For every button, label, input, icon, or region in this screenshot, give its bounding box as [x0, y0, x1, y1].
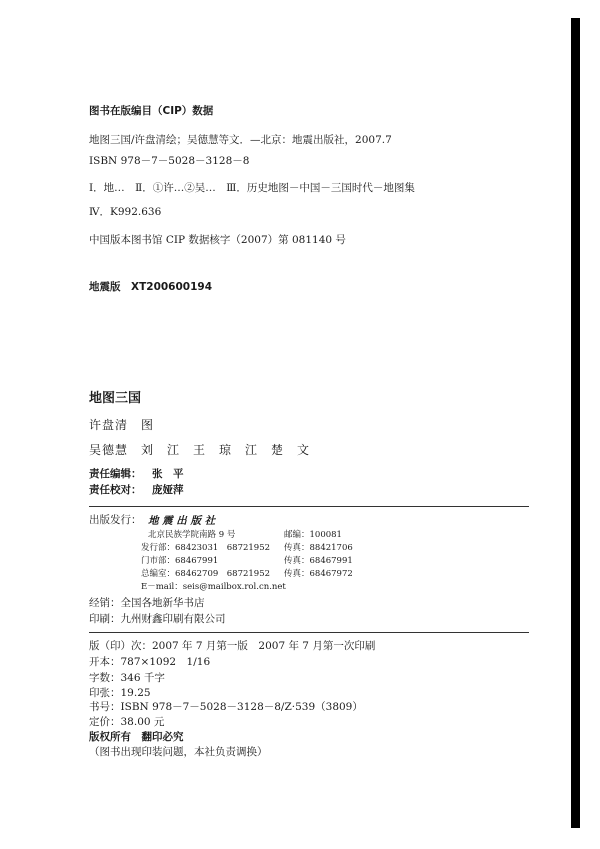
book-illustrator: 许盘清 图 — [89, 418, 155, 432]
divider-top — [89, 506, 529, 507]
cip-heading: 图书在版编目（CIP）数据 — [89, 105, 214, 117]
printing-defect-notice: （图书出现印装问题，本社负责调换） — [89, 746, 268, 758]
editorial-office: 总编室：68462709 68721952 — [141, 569, 271, 579]
editor-name: 张 平 — [152, 468, 184, 480]
book-title: 地图三国 — [89, 391, 142, 406]
sales-fax: 传真：88421706 — [284, 543, 353, 553]
price: 定价：38.00 元 — [89, 716, 165, 728]
editor-label: 责任编辑： — [89, 468, 142, 480]
word-count: 字数：346 千字 — [89, 672, 165, 684]
publisher-email: E－mail：seis@mailbox.rol.cn.net — [141, 582, 286, 592]
scan-edge — [571, 18, 580, 828]
publisher-name: 地 震 出 版 社 — [148, 515, 216, 527]
printer: 印刷：九州财鑫印刷有限公司 — [89, 613, 226, 625]
book-authors: 吴德慧 刘 江 王 琼 江 楚 文 — [89, 443, 311, 457]
cip-line-4: Ⅳ．K992.636 — [89, 206, 162, 218]
copyright-notice: 版权所有 翻印必究 — [89, 731, 184, 743]
retail-fax: 传真：68467991 — [284, 556, 353, 566]
retail-dept: 门市部：68467991 — [141, 556, 219, 566]
cip-line-3: Ⅰ．地… Ⅱ．①许…②吴… Ⅲ．历史地图－中国－三国时代－地图集 — [89, 182, 415, 194]
publisher-address: 北京民族学院南路 9 号 — [148, 530, 236, 540]
cip-line-5: 中国版本图书馆 CIP 数据核字（2007）第 081140 号 — [89, 234, 346, 246]
proofreader-name: 庞娅萍 — [152, 484, 184, 496]
sales-dept: 发行部：68423031 68721952 — [141, 543, 271, 553]
publisher-label: 出版发行： — [89, 514, 142, 526]
sheets-info: 印张：19.25 — [89, 687, 151, 699]
divider-bottom — [89, 632, 529, 633]
edition-info: 版（印）次：2007 年 7 月第一版 2007 年 7 月第一次印刷 — [89, 640, 376, 652]
publisher-postcode: 邮编：100081 — [284, 530, 342, 540]
cip-line-2: ISBN 978－7－5028－3128－8 — [89, 155, 250, 167]
book-number: 书号：ISBN 978－7－5028－3128－8/Z·539（3809） — [89, 701, 363, 713]
editorial-fax: 传真：68467972 — [284, 569, 353, 579]
format-info: 开本：787×1092 1/16 — [89, 656, 211, 668]
distributor: 经销：全国各地新华书店 — [89, 597, 205, 609]
cip-line-1: 地图三国/许盘清绘；吴德慧等文．—北京：地震出版社，2007.7 — [89, 134, 392, 146]
proofreader-label: 责任校对： — [89, 484, 142, 496]
press-code: 地震版 XT200600194 — [89, 281, 213, 293]
